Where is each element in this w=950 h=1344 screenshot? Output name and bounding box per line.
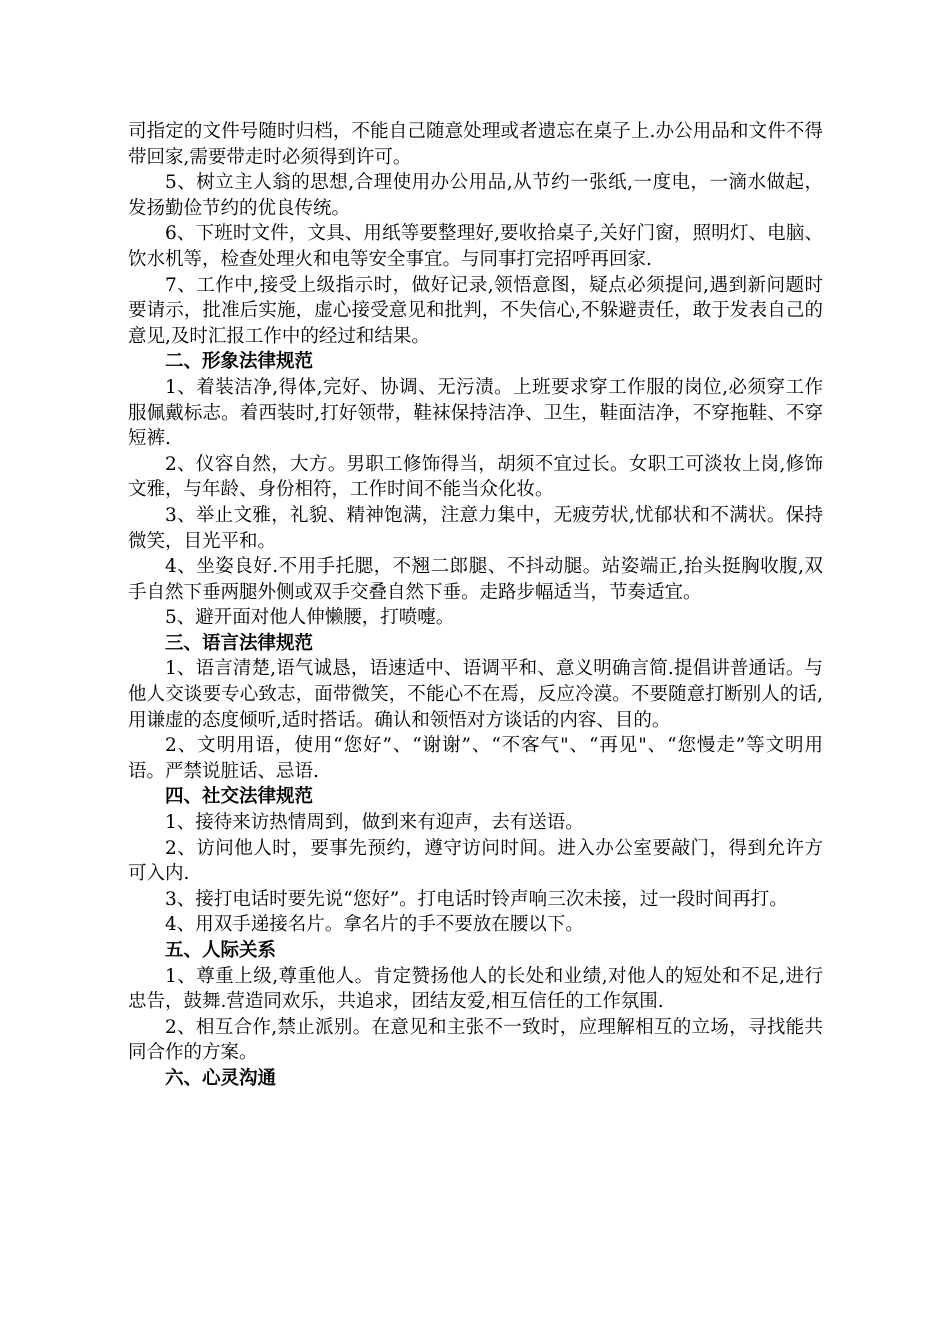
body-paragraph: 1、语言清楚,语气诚恳，语速适中、语调平和、意义明确言简.提倡讲普通话。与他人交谈要专心致志，面带微笑，不能心不在焉，反应冷漠。不要随意打断别人的话,用谦虚的态度倾听,适时搭话。确认和领悟对方谈话的内容、目的。 — [128, 658, 823, 731]
body-paragraph: 1、尊重上级,尊重他人。肯定赞扬他人的长处和业绩,对他人的短处和不足,进行忠告，鼓舞.营造同欢乐，共追求，团结友爱,相互信任的工作氛围. — [128, 965, 823, 1013]
body-paragraph: 2、仪容自然，大方。男职工修饰得当，胡须不宜过长。女职工可淡妆上岗,修饰文雅，与年龄、身份相符，工作时间不能当众化妆。 — [128, 453, 823, 501]
body-paragraph: 3、举止文雅，礼貌、精神饱满，注意力集中，无疲劳状,忧郁状和不满状。保持微笑，目光平和。 — [128, 504, 823, 552]
document-body — [128, 119, 823, 1092]
body-paragraph: 1、接待来访热情周到，做到来有迎声，去有送语。 — [165, 812, 584, 834]
body-paragraph: 司指定的文件号随时归档，不能自己随意处理或者遗忘在桌子上.办公用品和文件不得带回家,需要带走时必须得到许可。 — [128, 121, 823, 168]
section-heading: 三、语言法律规范 — [165, 632, 314, 654]
body-paragraph: 5、树立主人翁的思想,合理使用办公用品,从节约一张纸,一度电，一滴水做起，发扬勤俭节约的优良传统。 — [128, 172, 823, 219]
section-heading: 二、形象法律规范 — [165, 351, 314, 373]
body-paragraph: 4、用双手递接名片。拿名片的手不要放在腰以下。 — [165, 914, 584, 936]
section-heading: 四、社交法律规范 — [165, 786, 314, 808]
body-paragraph: 2、相互合作,禁止派别。在意见和主张不一致时，应理解相互的立场，寻找能共同合作的方案。 — [128, 1016, 823, 1064]
body-paragraph: 4、坐姿良好.不用手托腮，不翘二郎腿、不抖动腿。站姿端正,抬头挺胸收腹,双手自然下垂两腿外侧或双手交叠自然下垂。走路步幅适当，节奏适宜。 — [128, 556, 823, 603]
section-heading: 六、心灵沟通 — [165, 1067, 277, 1089]
section-heading: 五、人际关系 — [165, 940, 277, 961]
body-paragraph: 2、访问他人时，要事先预约，遵守访问时间。进入办公室要敲门，得到允许方可入内. — [128, 837, 823, 885]
body-paragraph: 6、下班时文件，文具、用纸等要整理好,要收拾桌子,关好门窗，照明灯、电脑、饮水机等，检查处理火和电等安全事宜。与同事打完招呼再回家. — [128, 223, 823, 270]
body-paragraph: 7、工作中,接受上级指示时，做好记录,领悟意图，疑点必须提问,遇到新问题时要请示，批准后实施，虚心接受意见和批判，不失信心,不躲避责任，敢于发表自己的意见,及时汇报工作中的经过和结果。 — [128, 274, 823, 347]
body-paragraph: 1、着装洁净,得体,完好、协调、无污渍。上班要求穿工作服的岗位,必须穿工作服佩戴标志。着西装时,打好领带，鞋袜保持洁净、卫生，鞋面洁净，不穿拖鞋、不穿短裤. — [128, 376, 823, 450]
body-paragraph: 2、文明用语，使用“您好”、“谢谢”、“不客气"、“再见"、“您慢走”等文明用语。严禁说脏话、忌语. — [128, 735, 823, 782]
body-paragraph: 5、避开面对他人伸懒腰，打喷嚏。 — [165, 607, 455, 629]
body-paragraph: 3、接打电话时要先说“您好”。打电话时铃声响三次未接，过一段时间再打。 — [165, 888, 788, 910]
